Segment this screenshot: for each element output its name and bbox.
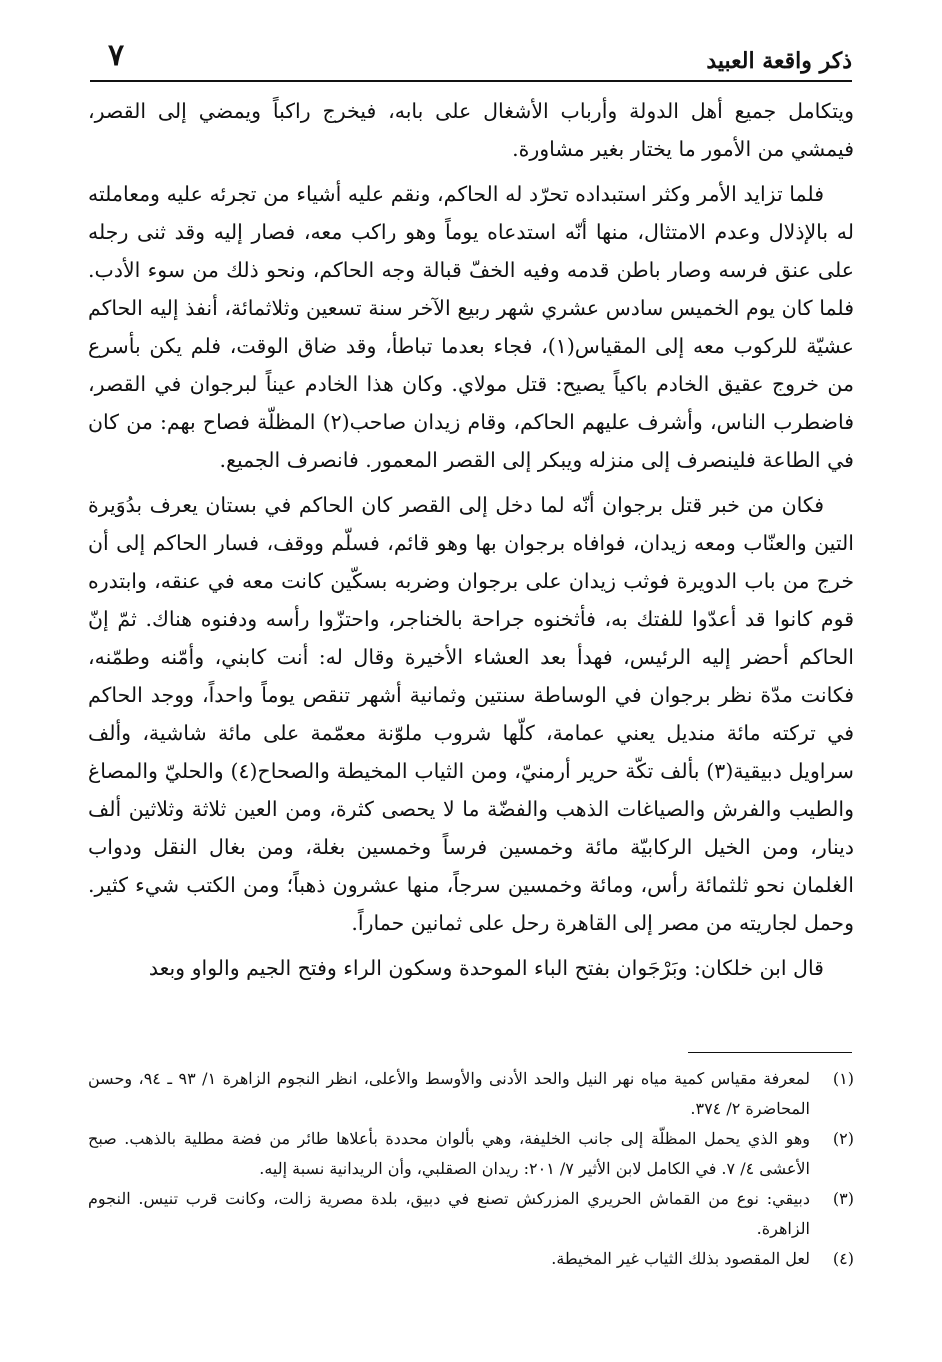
header-rule	[90, 80, 852, 82]
footnote	[88, 1124, 854, 1184]
paragraph: فلما تزايد الأمر وكثر استبداده تحرّد له الحاكم، ونقم عليه أشياء من تجرئه عليه ومعاملته له بالإذلال وعدم الامتثال، منها أنّه استدعاه يوماً وهو راكب معه، فصار إليه وقد ثنى رجله على عنق فرسه وصار باطن قدمه وفيه الخفّ قبالة وجه الحاكم، ونحو ذلك من سوء الأدب. فلما كان يوم الخميس سادس عشري شهر ربيع الآخر سنة تسعين وثلاثمائة، أنفذ إليه الحاكم عشيّة للركوب معه إلى المقياس(١)، فجاء بعدما تباطأ، وقد ضاق الوقت، فلم يكن بأسرع من خروج عقيق الخادم باكياً يصيح: قتل مولاي. وكان هذا الخادم عيناً لبرجوان في القصر، فاضطرب الناس، وأشرف عليهم الحاكم، وقام زيدان صاحب(٢) المظلّة فصاح بهم: من كان في الطاعة فلينصرف إلى منزله ويبكر إلى القصر المعمور. فانصرف الجميع.	[88, 182, 854, 472]
page-header	[90, 38, 852, 80]
paragraph: قال ابن خلكان: وبَرْجَوان بفتح الباء الموحدة وسكون الراء وفتح الجيم والواو وبعد	[148, 956, 824, 980]
footnotes	[88, 1064, 854, 1274]
footnote	[88, 1184, 854, 1244]
footnote-number: (٤)	[832, 1249, 854, 1268]
main-text	[88, 92, 854, 994]
footnote-number: (٣)	[832, 1189, 854, 1208]
paragraph: ويتكامل جميع أهل الدولة وأرباب الأشغال على بابه، فيخرج راكباً ويمضي إلى القصر، فيمشي من الأمور ما يختار بغير مشاورة.	[88, 99, 854, 161]
footnote	[88, 1244, 854, 1274]
page-number: ٧	[108, 38, 125, 73]
running-head: ذكر واقعة العبيد	[706, 48, 852, 74]
footnote-text: وهو الذي يحمل المظلّة إلى جانب الخليفة، وهي بألوان محددة بأعلاها طائر من فضة مطلية بالذهب. صبح الأعشى ٤/ ٧. في الكامل لابن الأثير ٧/ ٢٠١: ريدان الصقلبي، وأن الريدانية نسبة إليه.	[88, 1129, 810, 1178]
footnote-number: (١)	[832, 1069, 854, 1088]
footnote-rule	[688, 1052, 852, 1053]
footnote	[88, 1064, 854, 1124]
footnote-text: لعل المقصود بذلك الثياب غير المخيطة.	[551, 1249, 810, 1268]
footnote-text: دبيقي: نوع من القماش الحريري المزركش تصنع في دبيق، بلدة مصرية زالت، وكانت قرب تنيس. النجوم الزاهرة.	[88, 1189, 811, 1238]
footnote-number: (٢)	[832, 1129, 854, 1148]
paragraph: فكان من خبر قتل برجوان أنّه لما دخل إلى القصر كان الحاكم في بستان يعرف بدُوَيرة التين والعنّاب ومعه زيدان، فوافاه برجوان بها وهو قائم، فسلّم ووقف، فسار الحاكم إلى أن خرج من باب الدويرة فوثب زيدان على برجوان وضربه بسكّين كانت معه في عنقه، وابتدره قوم كانوا قد أعدّوا للفتك به، فأثخنوه جراحة بالخناجر، واحتزّوا رأسه ودفنوه هناك. ثمّ إنّ الحاكم أحضر إليه الرئيس، فهدأ بعد العشاء الأخيرة وقال له: أنت كابني، وأمّنه وطمّنه، فكانت مدّة نظر برجوان في الوساطة سنتين وثمانية أشهر تنقص يوماً واحداً، ووجد الحاكم في تركته مائة منديل يعني عمامة، كلّها شروب ملوّنة معمّمة على مائة شاشية، وألف سراويل دبيقية(٣) بألف تكّة حرير أرمنيّ، ومن الثياب المخيطة والصحاح(٤) والحليّ والمصاغ والطيب والفرش والصياغات الذهب والفضّة ما لا يحصى كثرة، ومن العين ثلاثة وثلاثين ألف دينار، ومن الخيل الركابيّة مائة وخمسين فرساً وخمسين بغلة، ومن بغال النقل ودواب الغلمان نحو ثلثمائة رأس، ومائة وخمسين سرجاً، منها عشرون ذهباً؛ ومن الكتب شيء كثير. وحمل لجاريته من مصر إلى القاهرة رحل على ثمانين حماراً.	[88, 493, 854, 935]
footnote-text: لمعرفة مقياس كمية مياه نهر النيل والحد الأدنى والأوسط والأعلى، انظر النجوم الزاهرة ١/ ٩٣ ـ ٩٤، وحسن المحاضرة ٢/ ٣٧٤.	[88, 1069, 810, 1118]
